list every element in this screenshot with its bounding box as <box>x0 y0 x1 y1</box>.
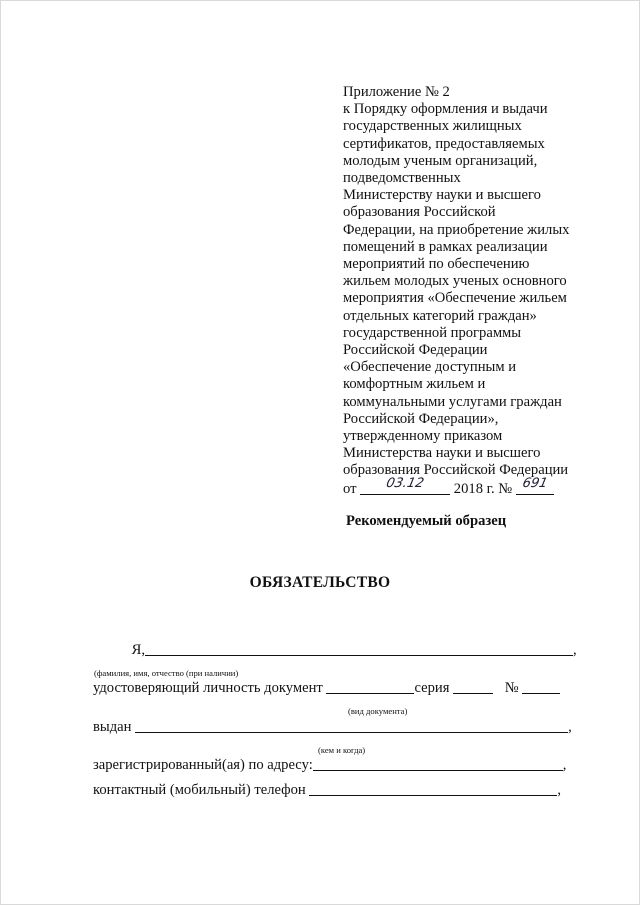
appendix-line: Министерства науки и высшего <box>343 445 541 462</box>
number-label: № <box>504 680 519 696</box>
series-field[interactable] <box>453 680 493 694</box>
i-label: Я, <box>131 642 145 658</box>
comma: , <box>573 642 577 658</box>
appendix-line: мероприятий по обеспечению <box>343 256 530 273</box>
appendix-line: Российской Федерации <box>343 342 488 359</box>
name-row <box>93 642 583 659</box>
appendix-line: подведомственных <box>343 170 461 187</box>
id-document-row <box>93 680 583 697</box>
appendix-line: «Обеспечение доступным и <box>343 359 517 376</box>
appendix-line: отдельных категорий граждан» <box>343 307 537 324</box>
appendix-line: мероприятия «Обеспечение жильем <box>343 290 567 307</box>
document-type-hint: (вид документа) <box>348 706 408 716</box>
appendix-line: жильем молодых ученых основного <box>343 273 567 290</box>
issued-row <box>93 719 583 736</box>
order-number-blank <box>516 476 554 495</box>
document-title: ОБЯЗАТЕЛЬСТВО <box>249 574 391 591</box>
id-document-field[interactable] <box>326 680 414 694</box>
appendix-line: коммунальными услугами граждан <box>343 393 562 410</box>
order-reference <box>343 476 593 498</box>
phone-field[interactable] <box>309 782 557 796</box>
appendix-line: сертификатов, предоставляемых <box>343 135 545 152</box>
issued-field[interactable] <box>135 719 568 733</box>
appendix-line: государственных жилищных <box>343 118 522 135</box>
appendix-line: образования Российской Федерации <box>343 462 569 479</box>
phone-row <box>93 782 583 799</box>
order-date-blank <box>360 476 450 495</box>
name-field[interactable] <box>145 642 573 656</box>
appendix-line: государственной программы <box>343 324 522 341</box>
address-field[interactable] <box>313 757 563 771</box>
appendix-line: Федерации, на приобретение жилых <box>343 221 570 238</box>
appendix-line: Российской Федерации», <box>343 410 499 427</box>
issued-hint: (кем и когда) <box>318 745 366 755</box>
address-row <box>93 757 583 774</box>
appendix-header <box>343 84 593 498</box>
comma: , <box>568 719 572 735</box>
appendix-line: комфортным жильем и <box>343 376 486 393</box>
number-field[interactable] <box>522 680 560 694</box>
appendix-line: к Порядку оформления и выдачи <box>343 101 548 118</box>
comma: , <box>562 757 567 773</box>
phone-label: контактный (мобильный) телефон <box>93 782 306 798</box>
series-label: серия <box>414 680 450 696</box>
appendix-line: Приложение № 2 <box>343 84 450 100</box>
order-number-handwritten: 691 <box>520 476 549 492</box>
recommended-sample-label: Рекомендуемый образец <box>346 513 507 529</box>
comma: , <box>557 782 562 798</box>
order-year: 2018 г. № <box>453 480 513 497</box>
appendix-line: молодым ученым организаций, <box>343 152 538 169</box>
name-hint: (фамилия, имя, отчество (при наличии) <box>94 668 239 678</box>
order-prefix: от <box>343 480 357 497</box>
order-date-handwritten: 03.12 <box>384 476 426 492</box>
appendix-line: образования Российской <box>343 204 496 221</box>
address-label: зарегистрированный(ая) по адресу: <box>93 757 313 773</box>
appendix-line: утвержденному приказом <box>343 428 503 445</box>
appendix-line: помещений в рамках реализации <box>343 238 548 255</box>
id-document-label: удостоверяющий личность документ <box>93 680 323 696</box>
issued-label: выдан <box>93 719 132 735</box>
appendix-line: Министерству науки и высшего <box>343 187 541 204</box>
